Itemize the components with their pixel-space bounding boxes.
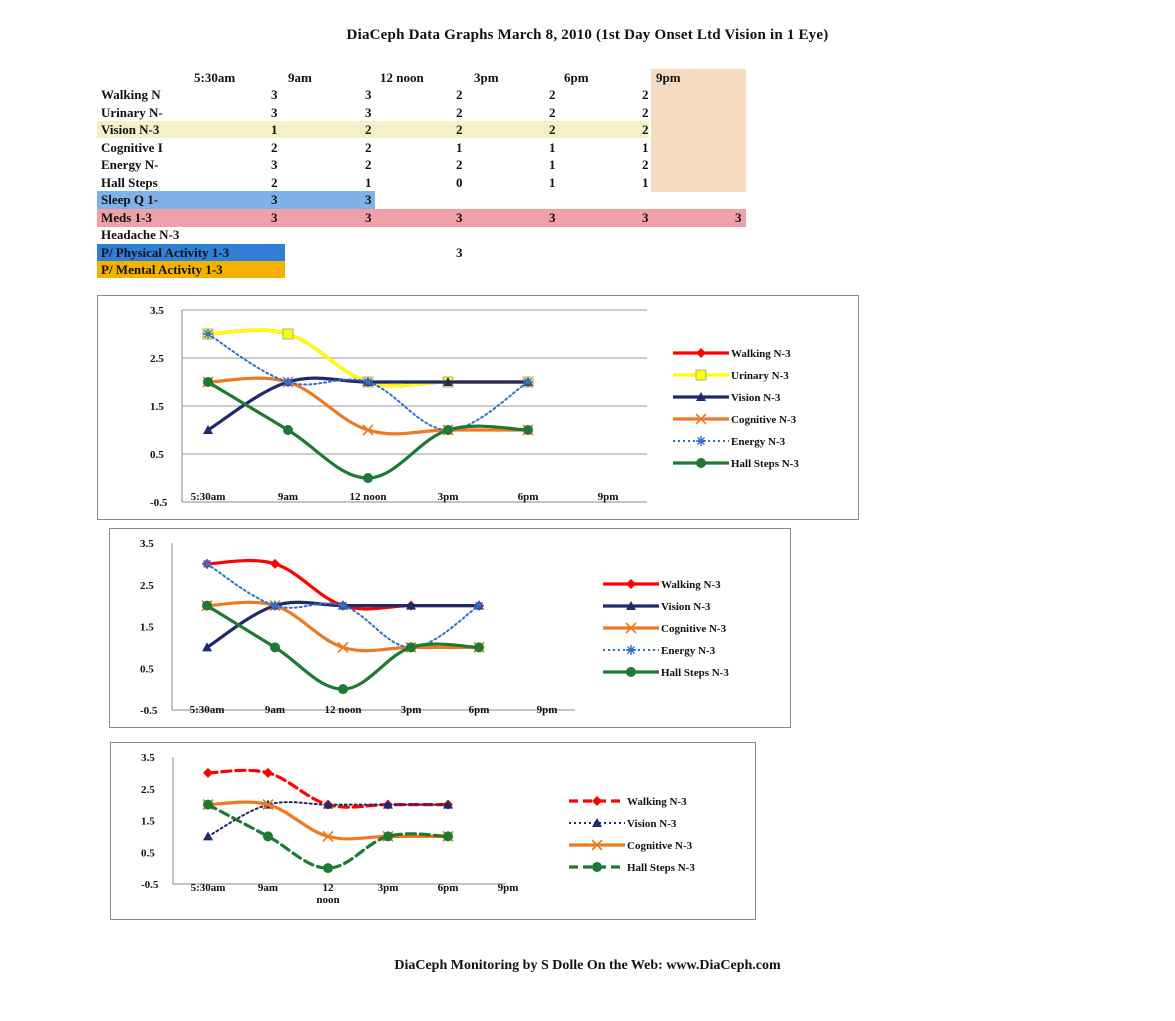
table-row-label: Energy N- xyxy=(101,157,159,172)
x-tick-label: 12 noon xyxy=(324,704,362,716)
table-cell: 2 xyxy=(549,122,556,137)
table-cell: 3 xyxy=(271,209,278,225)
data-point-energy xyxy=(283,377,293,387)
data-point-hall xyxy=(283,425,293,435)
legend-label: Energy N-3 xyxy=(731,436,786,448)
table-cell: 1 xyxy=(642,174,649,190)
legend-label: Cognitive N-3 xyxy=(661,623,727,635)
table-cell: 3 xyxy=(456,244,463,260)
x-tick-label: 12 noon xyxy=(349,491,387,503)
x-tick-label: 9am xyxy=(277,491,299,503)
chart-2 xyxy=(110,529,790,727)
table-cell: 3 xyxy=(365,104,372,120)
legend-marker-hall xyxy=(592,862,602,872)
legend-label: Hall Steps N-3 xyxy=(627,862,695,874)
table-cell: 3 xyxy=(271,87,278,102)
x-tick-label: 9am xyxy=(257,882,279,894)
data-point-energy xyxy=(270,601,280,611)
data-point-hall xyxy=(474,642,484,652)
table-cell: 1 xyxy=(365,174,372,190)
table-cell: 2 xyxy=(642,157,649,172)
y-tick-label: -0.5 xyxy=(141,879,159,891)
table-cell: 1 xyxy=(549,174,556,190)
x-tick-label: 3pm xyxy=(400,704,422,716)
legend-label: Hall Steps N-3 xyxy=(661,667,729,679)
data-point-hall xyxy=(443,831,453,841)
table-cell: 1 xyxy=(271,122,278,137)
legend-label: Vision N-3 xyxy=(627,818,677,830)
table-header: 3pm xyxy=(474,70,499,85)
data-point-hall xyxy=(203,377,213,387)
table-cell: 2 xyxy=(365,139,372,155)
x-tick-label: 5:30am xyxy=(190,491,226,503)
data-point-energy xyxy=(474,601,484,611)
legend-marker-urinary xyxy=(696,370,706,380)
legend-label: Hall Steps N-3 xyxy=(731,458,799,470)
table-header: 9am xyxy=(288,70,312,85)
table-cell: 0 xyxy=(456,174,463,190)
y-tick-label: 2.5 xyxy=(140,579,154,592)
table-cell: 3 xyxy=(271,104,278,120)
chart-3-frame xyxy=(110,742,756,920)
legend-label: Vision N-3 xyxy=(731,392,781,404)
data-point-energy xyxy=(203,329,213,339)
data-point-urinary xyxy=(283,329,293,339)
table-row-label: Sleep Q 1- xyxy=(101,192,159,207)
legend-label: Cognitive N-3 xyxy=(731,414,797,426)
x-tick-label: 5:30am xyxy=(190,882,226,894)
y-tick-label: 0.5 xyxy=(150,449,164,461)
x-tick-label: 9pm xyxy=(497,882,519,894)
x-tick-label: 6pm xyxy=(437,882,459,894)
chart-3 xyxy=(111,743,755,919)
legend-marker-walking xyxy=(592,796,602,806)
legend-marker-energy xyxy=(626,645,636,655)
table-cell: 2 xyxy=(549,87,556,102)
y-tick-label: 1.5 xyxy=(141,815,155,828)
table-cell: 3 xyxy=(642,209,649,225)
legend-label: Walking N-3 xyxy=(627,796,687,808)
data-point-hall xyxy=(523,425,533,435)
data-point-walking xyxy=(203,768,213,778)
y-tick-label: 1.5 xyxy=(150,401,164,413)
table-cell: 1 xyxy=(642,139,649,155)
x-tick-label: 9pm xyxy=(597,491,619,503)
table-cell: 2 xyxy=(365,157,372,172)
x-tick-label: 3pm xyxy=(377,882,399,894)
table-row-label: Hall Steps xyxy=(101,174,158,190)
y-tick-label: -0.5 xyxy=(140,705,158,717)
table-cell: 2 xyxy=(365,122,372,137)
table-cell: 3 xyxy=(365,192,372,207)
table-header: 6pm xyxy=(564,70,589,85)
legend-label: Walking N-3 xyxy=(731,348,791,360)
y-tick-label: 3.5 xyxy=(140,538,154,550)
x-tick-label: 3pm xyxy=(437,491,459,503)
legend-label: Walking N-3 xyxy=(661,579,721,591)
data-point-vision xyxy=(203,831,213,840)
table-cell: 1 xyxy=(549,139,556,155)
x-tick-label: 6pm xyxy=(517,491,539,503)
table-row-label: Walking N xyxy=(101,87,161,102)
chart-1 xyxy=(98,296,858,519)
y-tick-label: 3.5 xyxy=(141,752,155,764)
data-point-hall xyxy=(383,831,393,841)
legend-marker-hall xyxy=(696,458,706,468)
legend-marker-hall xyxy=(626,667,636,677)
data-point-energy xyxy=(202,559,212,569)
table-cell: 2 xyxy=(642,104,649,120)
table-cell: 2 xyxy=(271,174,278,190)
data-point-hall xyxy=(338,684,348,694)
y-tick-label: 2.5 xyxy=(150,353,164,365)
y-tick-label: 2.5 xyxy=(141,783,155,796)
table-cell: 3 xyxy=(735,209,742,225)
table-row-label: Meds 1-3 xyxy=(101,209,152,225)
y-tick-label: 1.5 xyxy=(140,621,154,634)
table-cell: 2 xyxy=(271,139,278,155)
band-9pm-column xyxy=(651,69,746,192)
y-tick-label: 0.5 xyxy=(141,847,155,860)
table-cell: 3 xyxy=(365,209,372,225)
table-cell: 1 xyxy=(456,139,463,155)
table-cell: 2 xyxy=(456,104,463,120)
chart-1-frame xyxy=(97,295,859,520)
legend-label: Urinary N-3 xyxy=(731,370,789,382)
x-tick-label: 12 xyxy=(322,882,334,894)
page-title: DiaCeph Data Graphs March 8, 2010 (1st Day Onset Ltd Vision in 1 Eye) xyxy=(346,27,829,43)
x-tick-label: 9pm xyxy=(536,704,558,716)
table-cell: 3 xyxy=(271,192,278,207)
legend-label: Energy N-3 xyxy=(661,645,716,657)
legend-label: Vision N-3 xyxy=(661,601,711,613)
x-tick-label: 6pm xyxy=(468,704,490,716)
data-point-hall xyxy=(363,473,373,483)
table-cell: 3 xyxy=(271,157,278,172)
data-point-hall xyxy=(270,642,280,652)
table-cell: 3 xyxy=(365,87,372,102)
data-point-hall xyxy=(443,425,453,435)
data-point-hall xyxy=(203,800,213,810)
legend-label: Cognitive N-3 xyxy=(627,840,693,852)
table-cell: 1 xyxy=(549,157,556,172)
data-point-energy xyxy=(338,601,348,611)
table-cell: 3 xyxy=(549,209,556,225)
legend-marker-energy xyxy=(696,436,706,446)
table-row-label: Cognitive I xyxy=(101,139,163,155)
table-header: 12 noon xyxy=(380,70,424,85)
table-cell: 2 xyxy=(456,157,463,172)
data-point-energy xyxy=(523,377,533,387)
table-cell: 3 xyxy=(456,209,463,225)
table-cell: 2 xyxy=(549,104,556,120)
table-cell: 2 xyxy=(456,122,463,137)
table-row-label: P/ Mental Activity 1-3 xyxy=(101,262,223,277)
y-tick-label: -0.5 xyxy=(150,497,168,509)
x-tick-label: noon xyxy=(316,894,340,906)
data-point-hall xyxy=(263,831,273,841)
table-row-label: P/ Physical Activity 1-3 xyxy=(101,244,230,260)
table-row-label: Vision N-3 xyxy=(101,122,160,137)
legend-marker-walking xyxy=(696,348,706,358)
data-point-hall xyxy=(202,601,212,611)
table-cell: 2 xyxy=(456,87,463,102)
table-row-label: Headache N-3 xyxy=(101,227,180,242)
page-footer: DiaCeph Monitoring by S Dolle On the Web: www.DiaCeph.com xyxy=(394,958,781,973)
data-point-hall xyxy=(323,863,333,873)
x-tick-label: 5:30am xyxy=(189,704,225,716)
data-point-energy xyxy=(363,377,373,387)
table-cell: 2 xyxy=(642,122,649,137)
table-row-label: Urinary N- xyxy=(101,104,163,120)
x-tick-label: 9am xyxy=(264,704,286,716)
chart-2-frame xyxy=(109,528,791,728)
table-cell: 2 xyxy=(642,87,649,102)
table-header: 5:30am xyxy=(194,70,236,85)
legend-marker-walking xyxy=(626,579,636,589)
y-tick-label: 0.5 xyxy=(140,663,154,676)
table-header: 9pm xyxy=(656,70,681,85)
data-point-walking xyxy=(270,559,280,569)
data-point-walking xyxy=(263,768,273,778)
data-point-hall xyxy=(406,642,416,652)
y-tick-label: 3.5 xyxy=(150,305,164,317)
